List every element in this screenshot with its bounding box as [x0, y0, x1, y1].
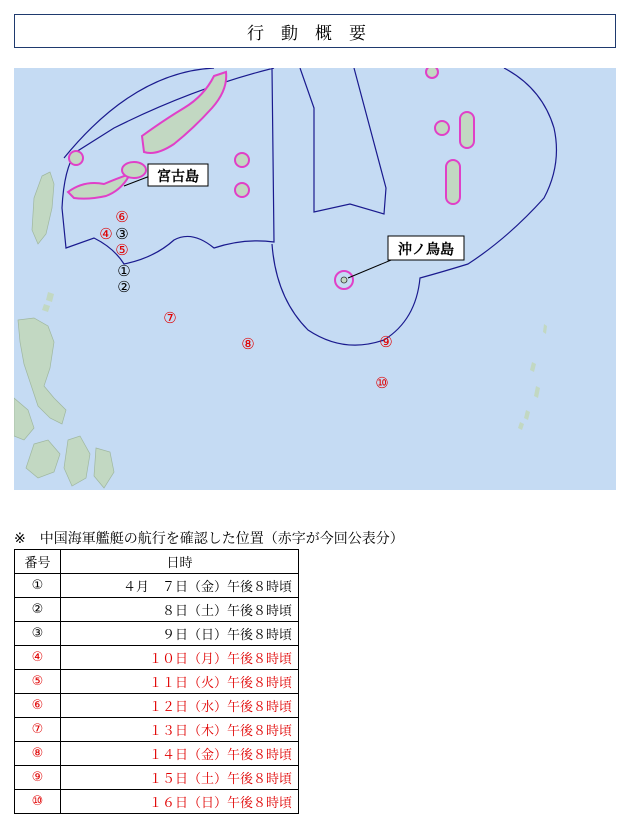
row-date: １６日（日）午後８時頃 [61, 790, 299, 814]
row-number: ⑨ [15, 766, 61, 790]
table-row [15, 718, 299, 742]
map-note: ※ 中国海軍艦艇の航行を確認した位置（赤字が今回公表分） [14, 531, 404, 547]
table-header-row [15, 550, 299, 574]
row-number: ① [15, 574, 61, 598]
row-date: ８日（土）午後８時頃 [61, 598, 299, 622]
marker-5: ⑤ [115, 241, 129, 259]
marker-10: ⑩ [375, 374, 389, 392]
row-number: ⑩ [15, 790, 61, 814]
row-number: ⑤ [15, 670, 61, 694]
row-date: １１日（火）午後８時頃 [61, 670, 299, 694]
marker-8: ⑧ [241, 335, 255, 353]
row-number: ② [15, 598, 61, 622]
row-number: ④ [15, 646, 61, 670]
schedule-table [14, 549, 299, 814]
marker-6: ⑥ [115, 208, 129, 226]
marker-3: ③ [115, 225, 129, 243]
marker-2: ② [117, 278, 131, 296]
okinotori-island [341, 277, 347, 283]
marker-4: ④ [99, 225, 113, 243]
marker-7: ⑦ [163, 309, 177, 327]
row-number: ③ [15, 622, 61, 646]
table-row [15, 598, 299, 622]
row-date: ４月 ７日（金）午後８時頃 [61, 574, 299, 598]
marker-9: ⑨ [379, 333, 393, 351]
row-date: １０日（月）午後８時頃 [61, 646, 299, 670]
map [14, 68, 616, 490]
row-number: ⑦ [15, 718, 61, 742]
row-number: ⑥ [15, 694, 61, 718]
table-row [15, 694, 299, 718]
table-row [15, 766, 299, 790]
table-row [15, 670, 299, 694]
header-number: 番号 [15, 550, 61, 574]
table-row [15, 742, 299, 766]
row-date: １２日（水）午後８時頃 [61, 694, 299, 718]
table-row [15, 646, 299, 670]
row-date: １５日（土）午後８時頃 [61, 766, 299, 790]
row-date: ９日（日）午後８時頃 [61, 622, 299, 646]
table-row [15, 790, 299, 814]
miyako-label: 宮古島 [157, 169, 199, 185]
page-title: 行動概要 [14, 14, 616, 48]
header-date: 日時 [61, 550, 299, 574]
table-row [15, 622, 299, 646]
map-svg [14, 68, 616, 490]
row-date: １４日（金）午後８時頃 [61, 742, 299, 766]
okinotori-label: 沖ノ鳥島 [398, 242, 454, 258]
marker-1: ① [117, 262, 131, 280]
row-date: １３日（木）午後８時頃 [61, 718, 299, 742]
row-number: ⑧ [15, 742, 61, 766]
sea [14, 68, 616, 490]
table-row [15, 574, 299, 598]
